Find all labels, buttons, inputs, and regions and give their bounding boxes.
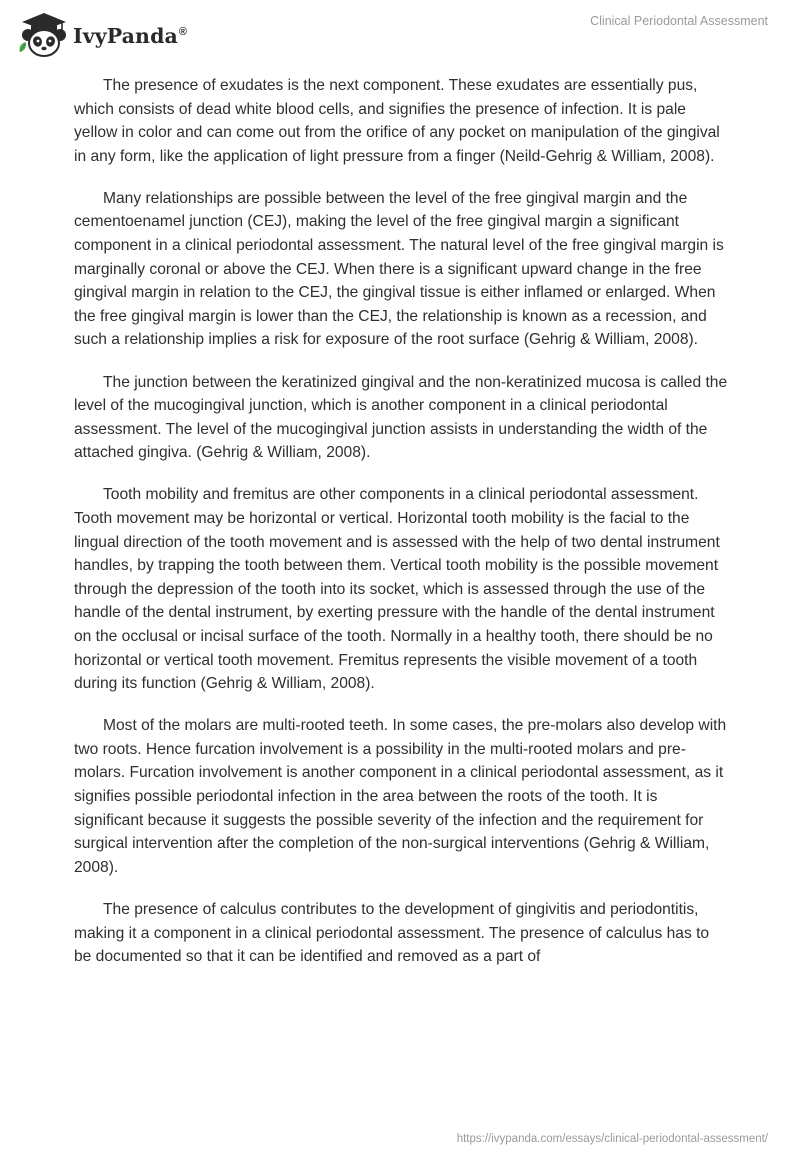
registered-mark: ® <box>178 26 188 39</box>
paragraph-furcation: Most of the molars are multi-rooted teeth. In some cases, the pre-molars also develop with two roots. Hence furcation involvement is a possibility in the multi-rooted molars and pre-molars. Furcation involvement is another component in a clinical periodontal assessment, as it signifies possible periodontal infection in the area between the roots of the tooth. It is significant because it suggests the possible severity of the infection and the requirement for surgical intervention after the completion of the non-surgical interventions (Gehrig & William, 2008). <box>74 717 727 876</box>
brand-name: IvyPanda® <box>73 24 188 48</box>
paragraph-free-gingival-margin: Many relationships are possible between the level of the free gingival margin and the cementoenamel junction (CEJ), making the level of the free gingival margin a significant component in a clinical periodontal assessment. The natural level of the free gingival margin is marginally coronal or above the CEJ. When there is a significant upward change in the free gingival margin in relation to the CEJ, the gingival tissue is either inflamed or enlarged. When the free gingival margin is lower than the CEJ, the relationship is known as a recession, and such a relationship implies a risk for exposure of the root surface (Gehrig & William, 2008). <box>74 189 724 349</box>
paragraph-mucogingival-junction: The junction between the keratinized gingival and the non-keratinized mucosa is called the level of the mucogingival junction, which is another component in a clinical periodontal assessment. The level of the mucogingival junction assists in understanding the width of the attached gingiva. (Gehrig & William, 2008). <box>74 373 728 462</box>
source-url[interactable]: https://ivypanda.com/essays/clinical-periodontal-assessment/ <box>456 1133 768 1145</box>
paragraph-calculus: The presence of calculus contributes to the development of gingivitis and periodontitis, making it a component in a clinical periodontal assessment. The presence of calculus has to be documented so that it can be identified and removed as a part of <box>74 900 710 966</box>
paragraph-exudates: The presence of exudates is the next component. These exudates are essentially pus, which consists of dead white blood cells, and signifies the presence of infection. It is pale yellow in color and can come out from the orifice of any pocket on manipulation of the gingival in any form, like the application of light pressure from a finger (Neild-Gehrig & William, 2008). <box>74 77 720 165</box>
page-header <box>0 0 800 62</box>
document-title: Clinical Periodontal Assessment <box>590 14 768 28</box>
ivypanda-logo[interactable] <box>14 8 187 58</box>
panda-graduate-icon <box>14 8 70 58</box>
paragraph-tooth-mobility: Tooth mobility and fremitus are other components in a clinical periodontal assessment. Tooth movement may be horizontal or vertical. Horizontal tooth mobility is the facial to the lingual direction of the tooth movement and is assessed with the help of two dental instrument handles, by trapping the tooth between them. Vertical tooth mobility is the possible movement through the depression of the tooth into its socket, which is assessed through the use of the handle of the dental instrument, by exerting pressure with the handle of the dental instrument on the occlusal or incisal surface of the tooth. Normally in a healthy tooth, there should be no horizontal or vertical tooth movement. Fremitus represents the visible movement of a tooth during its function (Gehrig & William, 2008). <box>74 486 720 693</box>
essay-body <box>74 74 728 987</box>
